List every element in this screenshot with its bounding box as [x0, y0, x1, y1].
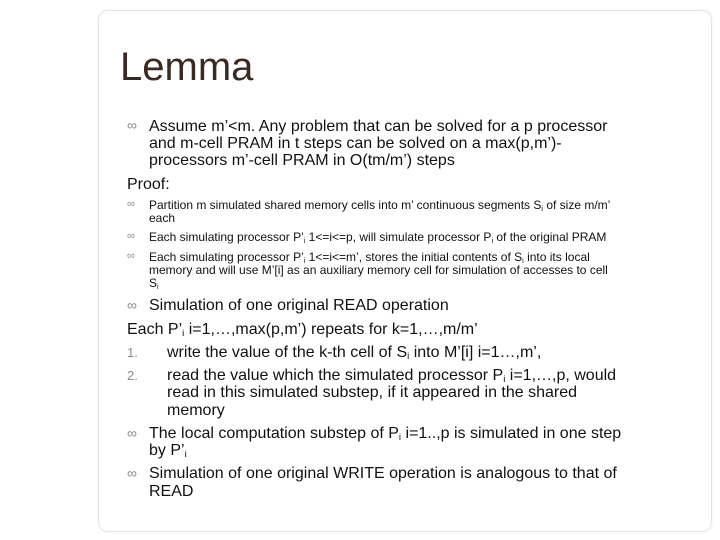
step-2-number: 2.	[127, 368, 138, 383]
assume-line-3: processors m’-cell PRAM in O(tm/m’) steps	[149, 152, 455, 169]
read-heading: Simulation of one original READ operation	[149, 297, 449, 314]
read-step-2-cont2: memory	[167, 402, 225, 419]
assume-line-2: and m-cell PRAM in t steps can be solved on a max(p,m’)-	[149, 135, 562, 152]
infinity-bullet-icon: ∞	[127, 297, 137, 313]
proof-bullet-2: Each simulating processor $P’_i$ 1<=i<=p, will simulate processor $P_i$ of the original PRAM	[149, 230, 607, 245]
read-step-1: write the value of the k-th cell of $S_i$ into M’[i] i=1…,m’,	[167, 344, 542, 362]
read-each-line: Each $P’_i$ i=1,…,max(p,m’) repeats for k=1,…,m/m’	[127, 321, 478, 339]
read-step-2: read the value which the simulated processor $P_i$ i=1,…,p, would	[167, 367, 617, 385]
proof-label: Proof:	[127, 176, 170, 193]
proof-bullet-3-cont: memory and will use M’[i] as an auxiliary memory cell for simulation of accesses to cell	[149, 263, 608, 277]
read-step-2-cont: read in this simulated substep, if it appeared in the shared	[167, 384, 578, 401]
local-line-2: by $P’_i$	[149, 442, 187, 460]
write-line-1: Simulation of one original WRITE operation is analogous to that of	[149, 465, 617, 482]
infinity-bullet-icon: ∞	[127, 117, 137, 133]
infinity-bullet-icon: ∞	[127, 230, 135, 242]
write-line-2: READ	[149, 483, 194, 500]
infinity-bullet-icon: ∞	[127, 425, 137, 441]
local-line-1: The local computation substep of $P_i$ i=1..,p is simulated in one step	[149, 425, 622, 443]
proof-bullet-1: Partition m simulated shared memory cells into m’ continuous segments $S_i$ of size m/m’	[149, 198, 611, 213]
proof-bullet-3-cont2: $S_i$	[149, 276, 159, 291]
infinity-bullet-icon: ∞	[127, 198, 135, 210]
step-1-number: 1.	[127, 345, 138, 360]
proof-bullet-1-cont: each	[149, 211, 176, 225]
proof-bullet-3: Each simulating processor $P’_i$ 1<=i<=m’, stores the initial contents of $S_i$ into its local	[149, 250, 590, 265]
assume-line-1: Assume m’<m. Any problem that can be solved for a p processor	[149, 118, 608, 135]
infinity-bullet-icon: ∞	[127, 250, 135, 262]
slide-title: Lemma	[120, 45, 254, 89]
infinity-bullet-icon: ∞	[127, 465, 137, 481]
